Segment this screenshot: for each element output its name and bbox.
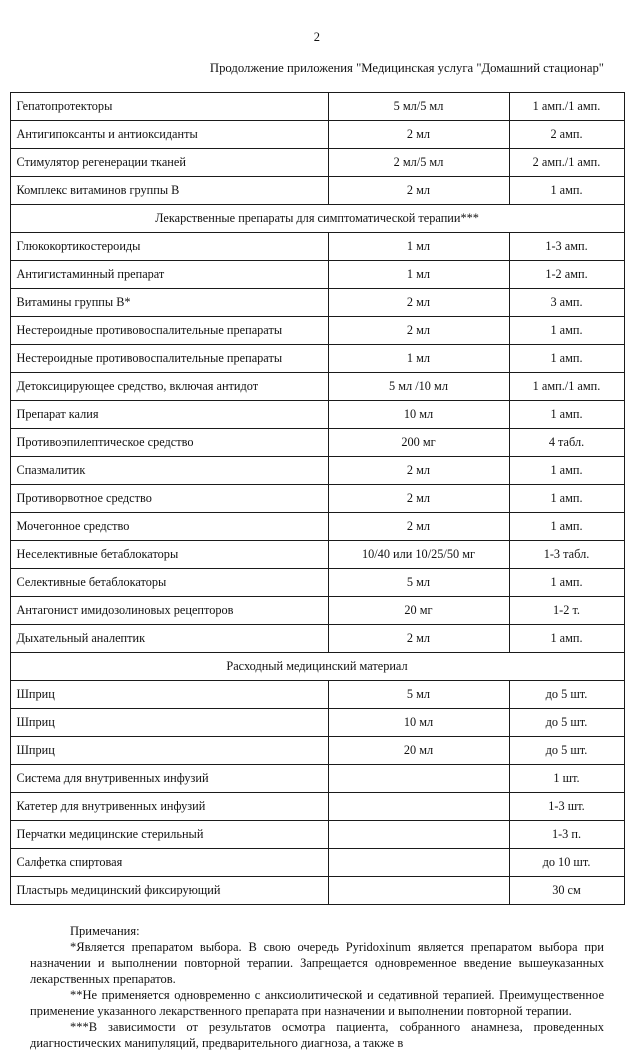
cell-dose: 5 мл /10 мл: [328, 373, 509, 401]
cell-dose: 2 мл: [328, 317, 509, 345]
cell-item-name: Дыхательный аналептик: [10, 625, 328, 653]
cell-item-name: Глюкокортикостероиды: [10, 233, 328, 261]
cell-item-name: Стимулятор регенерации тканей: [10, 149, 328, 177]
table-row: [10, 429, 624, 457]
table-row: [10, 765, 624, 793]
table-row: [10, 793, 624, 821]
cell-dose: 2 мл: [328, 513, 509, 541]
cell-item-name: Детоксицирующее средство, включая антидот: [10, 373, 328, 401]
cell-dose: 200 мг: [328, 429, 509, 457]
cell-dose: 10 мл: [328, 401, 509, 429]
cell-dose: 2 мл: [328, 177, 509, 205]
cell-quantity: 1 амп.: [509, 317, 624, 345]
table-row: [10, 401, 624, 429]
cell-quantity: 30 см: [509, 877, 624, 905]
cell-quantity: 1 амп.: [509, 569, 624, 597]
cell-item-name: Салфетка спиртовая: [10, 849, 328, 877]
table-section-row: [10, 205, 624, 233]
cell-quantity: 1-3 амп.: [509, 233, 624, 261]
cell-quantity: 2 амп.: [509, 121, 624, 149]
cell-item-name: Противоэпилептическое средство: [10, 429, 328, 457]
note-item-2: **Не применяется одновременно с анксиолитической и седативной терапией. Преимущественное применение указанного лекарственного препарата при назначении и выполнении повторной терапии.: [30, 988, 604, 1018]
document-header: Продолжение приложения "Медицинская услуга "Домашний стационар": [209, 61, 604, 75]
cell-quantity: 1 амп.: [509, 177, 624, 205]
table-row: [10, 709, 624, 737]
notes-block: [30, 923, 604, 1051]
cell-dose: 20 мг: [328, 597, 509, 625]
cell-item-name: Шприц: [10, 681, 328, 709]
cell-dose: 1 мл: [328, 261, 509, 289]
cell-dose: [328, 793, 509, 821]
cell-item-name: Перчатки медицинские стерильный: [10, 821, 328, 849]
table-row: [10, 121, 624, 149]
cell-dose: 2 мл: [328, 457, 509, 485]
cell-item-name: Витамины группы В*: [10, 289, 328, 317]
cell-quantity: 1 амп.: [509, 513, 624, 541]
table-row: [10, 233, 624, 261]
table-row: [10, 289, 624, 317]
table-section-label: Лекарственные препараты для симптоматической терапии***: [10, 205, 624, 233]
cell-item-name: Противорвотное средство: [10, 485, 328, 513]
cell-dose: 1 мл: [328, 345, 509, 373]
cell-quantity: 1-2 т.: [509, 597, 624, 625]
cell-dose: 10/40 или 10/25/50 мг: [328, 541, 509, 569]
cell-item-name: Антигипоксанты и антиоксиданты: [10, 121, 328, 149]
table-row: [10, 513, 624, 541]
document-page: [0, 30, 634, 1050]
cell-dose: [328, 821, 509, 849]
cell-dose: 10 мл: [328, 709, 509, 737]
note-item-1: *Является препаратом выбора. В свою очередь Pyridoxinum является препаратом выбора при назначении и выполнении повторной терапии. Запрещается одновременное введение вышеуказанных лекарственных препаратов.: [30, 940, 604, 986]
cell-item-name: Комплекс витаминов группы В: [10, 177, 328, 205]
cell-item-name: Спазмалитик: [10, 457, 328, 485]
table-row: [10, 485, 624, 513]
cell-dose: 20 мл: [328, 737, 509, 765]
table-row: [10, 541, 624, 569]
cell-dose: 5 мл: [328, 569, 509, 597]
cell-item-name: Селективные бетаблокаторы: [10, 569, 328, 597]
cell-dose: 2 мл: [328, 289, 509, 317]
cell-dose: 2 мл: [328, 485, 509, 513]
cell-quantity: 1-3 шт.: [509, 793, 624, 821]
cell-quantity: 1-2 амп.: [509, 261, 624, 289]
cell-quantity: 1 амп.: [509, 401, 624, 429]
page-number: 2: [313, 30, 321, 44]
cell-quantity: 3 амп.: [509, 289, 624, 317]
cell-quantity: до 5 шт.: [509, 709, 624, 737]
cell-quantity: 1 амп.: [509, 345, 624, 373]
table-row: [10, 149, 624, 177]
cell-quantity: 1-3 табл.: [509, 541, 624, 569]
cell-item-name: Пластырь медицинский фиксирующий: [10, 877, 328, 905]
cell-dose: 2 мл/5 мл: [328, 149, 509, 177]
cell-item-name: Нестероидные противовоспалительные препараты: [10, 345, 328, 373]
table-section-row: [10, 653, 624, 681]
cell-quantity: до 5 шт.: [509, 681, 624, 709]
medication-table: [10, 92, 625, 905]
cell-item-name: Гепатопротекторы: [10, 93, 328, 121]
table-row: [10, 317, 624, 345]
cell-item-name: Шприц: [10, 737, 328, 765]
table-row: [10, 457, 624, 485]
table-row: [10, 849, 624, 877]
table-row: [10, 177, 624, 205]
cell-quantity: до 10 шт.: [509, 849, 624, 877]
cell-dose: 5 мл: [328, 681, 509, 709]
cell-item-name: Нестероидные противовоспалительные препараты: [10, 317, 328, 345]
note-item-3: ***В зависимости от результатов осмотра пациента, собранного анамнеза, проведенных диагностических манипуляций, предварительного диагноза, а также в: [30, 1020, 604, 1050]
cell-dose: [328, 849, 509, 877]
cell-item-name: Антигистаминный препарат: [10, 261, 328, 289]
cell-item-name: Катетер для внутривенных инфузий: [10, 793, 328, 821]
cell-dose: 1 мл: [328, 233, 509, 261]
table-row: [10, 373, 624, 401]
cell-quantity: 1 амп./1 амп.: [509, 373, 624, 401]
cell-dose: 2 мл: [328, 625, 509, 653]
table-section-label: Расходный медицинский материал: [10, 653, 624, 681]
cell-dose: 5 мл/5 мл: [328, 93, 509, 121]
cell-quantity: 1-3 п.: [509, 821, 624, 849]
cell-item-name: Шприц: [10, 709, 328, 737]
table-row: [10, 821, 624, 849]
table-row: [10, 681, 624, 709]
cell-item-name: Мочегонное средство: [10, 513, 328, 541]
cell-item-name: Антагонист имидозолиновых рецепторов: [10, 597, 328, 625]
cell-dose: 2 мл: [328, 121, 509, 149]
table-row: [10, 93, 624, 121]
cell-quantity: 1 амп./1 амп.: [509, 93, 624, 121]
table-row: [10, 345, 624, 373]
table-row: [10, 569, 624, 597]
cell-quantity: 1 шт.: [509, 765, 624, 793]
cell-quantity: 2 амп./1 амп.: [509, 149, 624, 177]
cell-quantity: до 5 шт.: [509, 737, 624, 765]
table-row: [10, 261, 624, 289]
notes-title: Примечания:: [70, 924, 140, 938]
cell-item-name: Система для внутривенных инфузий: [10, 765, 328, 793]
table-row: [10, 877, 624, 905]
cell-quantity: 1 амп.: [509, 457, 624, 485]
cell-item-name: Неселективные бетаблокаторы: [10, 541, 328, 569]
table-row: [10, 625, 624, 653]
table-body: [10, 93, 624, 905]
table-row: [10, 737, 624, 765]
cell-dose: [328, 877, 509, 905]
cell-quantity: 1 амп.: [509, 625, 624, 653]
cell-quantity: 4 табл.: [509, 429, 624, 457]
cell-quantity: 1 амп.: [509, 485, 624, 513]
table-row: [10, 597, 624, 625]
cell-item-name: Препарат калия: [10, 401, 328, 429]
cell-dose: [328, 765, 509, 793]
